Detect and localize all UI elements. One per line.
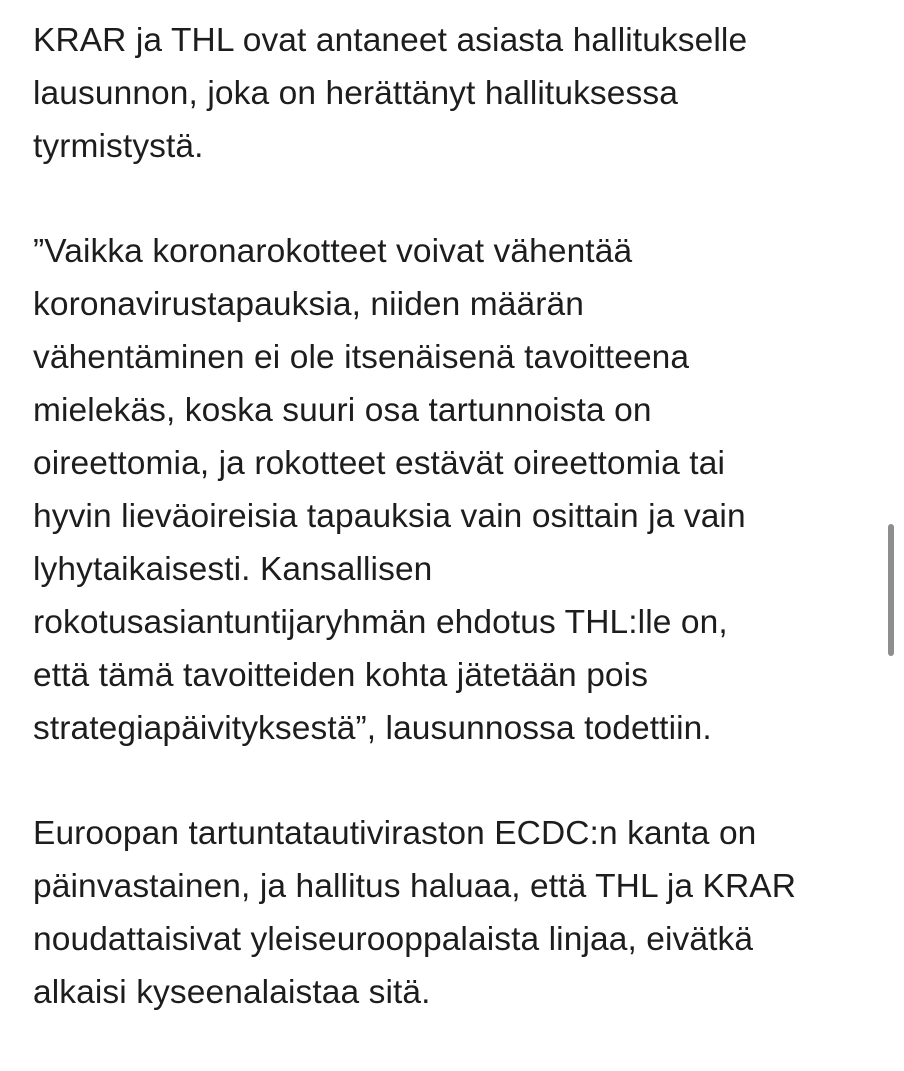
article-paragraph: KRAR ja THL ovat antaneet asiasta hallitukselle lausunnon, joka on herättänyt hallituksessa tyrmistystä. <box>33 22 748 165</box>
article-paragraph: Euroopan tartuntatautiviraston ECDC:n kanta on päinvastainen, ja hallitus haluaa, että THL ja KRAR noudattaisivat yleiseurooppalaista linjaa, eivätkä alkaisi kyseenalaistaa sitä. <box>33 815 797 1011</box>
article-body <box>33 14 873 1071</box>
article-quote-paragraph: ”Vaikka koronarokotteet voivat vähentää koronavirustapauksia, niiden määrän vähentäminen ei ole itsenäisenä tavoitteena mielekäs, koska suuri osa tartunnoista on oireettomia, ja rokotteet estävät oireettomia tai hyvin lieväoireisia tapauksia vain osittain ja vain lyhytaikaisesti. Kansallisen rokotusasiantuntijaryhmän ehdotus THL:lle on, että tämä tavoitteiden kohta jätetään pois strategiapäivityksestä”, lausunnossa todettiin. <box>33 233 746 747</box>
scrollbar-thumb[interactable] <box>888 524 894 656</box>
